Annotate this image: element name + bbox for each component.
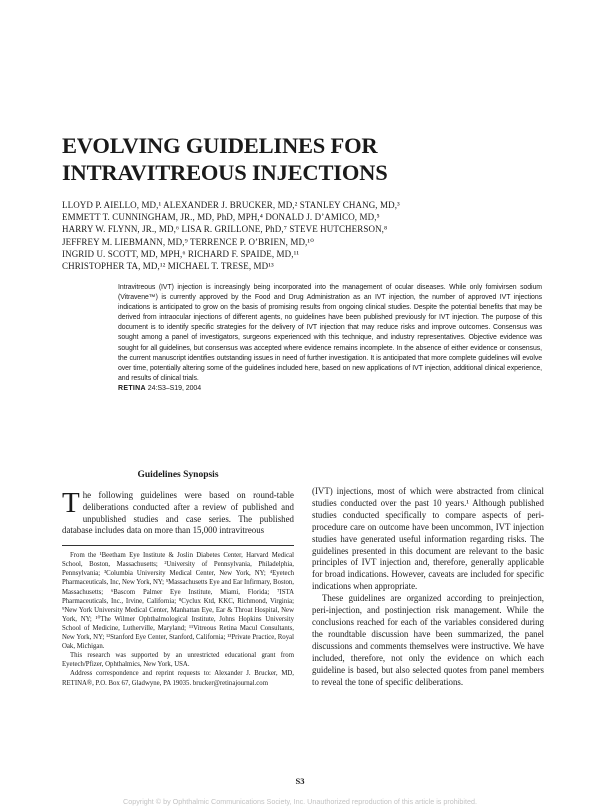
- author-list: [62, 199, 552, 272]
- author-line: CHRISTOPHER TA, MD,¹² MICHAEL T. TRESE, MD¹³: [62, 261, 274, 272]
- abstract-text: Intravitreous (IVT) injection is increasingly being incorporated into the management of ocular diseases. While only fomivirsen sodium (Vitravene™) is currently approved by the Food and Drug Administration as an IVT injection, the number of approved IVT injections indications is anticipated to grow on the basis of promising results from ongoing clinical studies. Despite the potential benefits that may be derived from intraocular injections of different agents, no guidelines have been published previously for IVT injection. The purpose of this document is to identify specific strategies for the delivery of IVT injection that may reduce risks and improve outcomes. Consensus was sought among a panel of investigators, surgeons experienced with this technique, and industry representatives. Objective evidence was sought for all guidelines, but consensus was accepted where evidence remains incomplete. In the absence of either evidence or consensus, the current manuscript identifies outstanding issues in need of further investigation. It is anticipated that more complete guidelines will evolve over time, potentially altering some of the guidelines included here, based on new applications of IVT injection, additional clinical experience, and results of clinical trials.: [118, 284, 542, 382]
- right-column: [312, 486, 544, 688]
- body-paragraph: (IVT) injections, most of which were abstracted from clinical studies conducted over the past 10 years.¹ Although published studies conducted specifically to compare aspects of peri-procedure care on outcome have been uncommon, IVT injection studies have generated useful information regarding risks. The guidelines presented in this document are relevant to the basic principles of IVT injection and, therefore, generally applicable for broad indications. However, caveats are included for specific indications when appropriate.: [312, 486, 544, 592]
- abstract: [118, 283, 542, 394]
- correspondence-footnote: Address correspondence and reprint requests to: Alexander J. Brucker, MD, RETINA®, P.O. Box 67, Gladwyne, PA 19035. brucker@retinajournal.com: [62, 670, 294, 687]
- author-line: JEFFREY M. LIEBMANN, MD,⁹ TERRENCE P. O’BRIEN, MD,¹⁰: [62, 236, 314, 247]
- journal-name: RETINA: [118, 384, 146, 392]
- page-number: S3: [295, 776, 305, 786]
- grant-footnote: This research was supported by an unrestricted educational grant from Eyetech/Pfizer, Ophthalmics, New York, USA.: [62, 652, 294, 669]
- title-line-1: EVOLVING GUIDELINES FOR: [62, 133, 378, 158]
- synopsis-text: he following guidelines were based on round-table deliberations conducted after a review of published and unpublished studies and case series. The published database includes data on more than 15,000 intravitreous: [62, 490, 294, 536]
- journal-citation: [118, 384, 542, 394]
- drop-cap: T: [62, 487, 80, 519]
- footnote-divider: [62, 545, 294, 546]
- section-heading: Guidelines Synopsis: [137, 470, 219, 480]
- author-line: EMMETT T. CUNNINGHAM, JR., MD, PhD, MPH,⁴ DONALD J. D’AMICO, MD,⁵: [62, 212, 380, 223]
- article-title: [62, 132, 542, 186]
- left-column: [62, 470, 294, 688]
- author-line: HARRY W. FLYNN, JR., MD,⁶ LISA R. GRILLONE, PhD,⁷ STEVE HUTCHERSON,⁸: [62, 224, 388, 235]
- title-line-2: INTRAVITREOUS INJECTIONS: [62, 160, 388, 185]
- body-paragraph: These guidelines are organized according to preinjection, peri-injection, and postinjection risk management. While the conclusions reached for each of the variables considered during the roundtable discussion have been summarized, the panel discussions and comments themselves were instructive. We have included, therefore, not only the evidence on which each guideline is based, but also selected quotes from panel members to reveal the tone of specific deliberations.: [312, 593, 544, 687]
- synopsis-paragraph: [62, 487, 294, 537]
- copyright-notice: Copyright © by Ophthalmic Communications Society, Inc. Unauthorized reproduction of this article is prohibited.: [123, 797, 477, 806]
- affiliations-footnote: From the ¹Beetham Eye Institute & Joslin Diabetes Center, Harvard Medical School, Boston, Massachusetts; ²University of Pennsylvania, Philadelphia, Pennsylvania; ³Columbia University Medical Center, New York, NY; ⁴Eyetech Pharmaceuticals, Inc, New York, NY; ⁵Massachusetts Eye and Ear Infirmary, Boston, Massachusetts; ⁶Bascom Palmer Eye Institute, Miami, Florida; ⁷ISTA Pharmaceuticals, Inc., Irvine, California; ⁸Cyclux Ktd, KKC, Richmond, Virginia; ⁹New York University Medical Center, Manhattan Eye, Ear & Throat Hospital, New York, NY; ¹⁰The Wilmer Ophthalmological Institute, Johns Hopkins University School of Medicine, Lutherville, Maryland; ¹¹Vitreous Retina Macul Consultants, New York, NY; ¹²Stanford Eye Center, Stanford, California; ¹³Private Practice, Royal Oak, Michigan.: [62, 552, 294, 651]
- author-line: LLOYD P. AIELLO, MD,¹ ALEXANDER J. BRUCKER, MD,² STANLEY CHANG, MD,³: [62, 200, 400, 210]
- author-line: INGRID U. SCOTT, MD, MPH,⁶ RICHARD F. SPAIDE, MD,¹¹: [62, 248, 300, 259]
- citation-volume: 24:S3–S19, 2004: [147, 384, 202, 392]
